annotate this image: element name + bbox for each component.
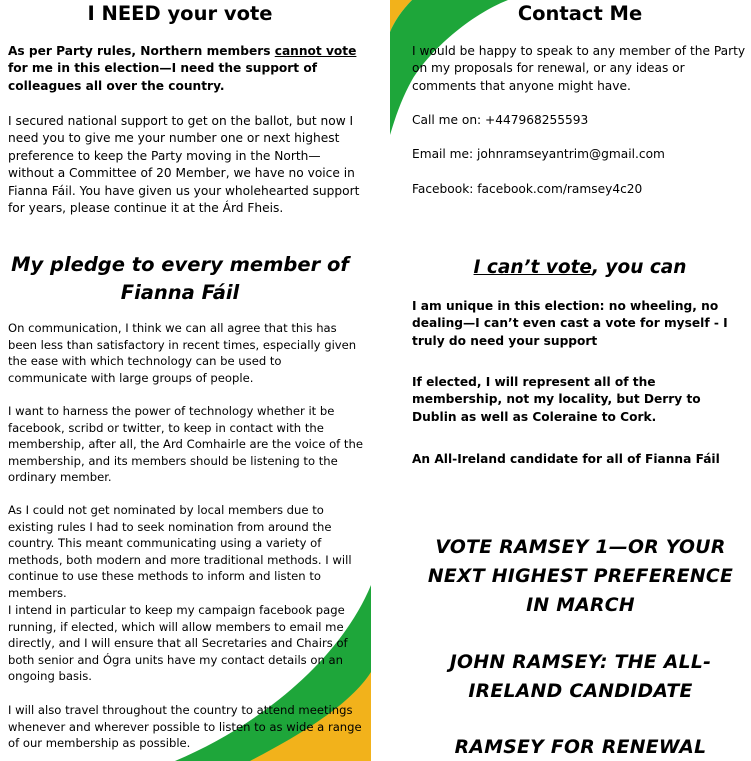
cant-vote-heading-rest: , you can xyxy=(591,257,687,278)
vote-para-1-start: As per Party rules, Northern members xyxy=(8,44,275,58)
contact-phone: Call me on: +447968255593 xyxy=(412,113,589,127)
vote-para-2: I secured national support to get on the ballot, but now I need you to give me your number one or next highest preference to keep the Party moving in the North—without a Committee of 20 Member, we have no voice in Fianna Fáil. You have given us your wholehearted support for years, please continue it at the Árd Fheis. xyxy=(8,114,360,216)
pledge-para-4: I intend in particular to keep my campaign facebook page running, if elected, which will allow members to email me directly, and I will ensure that all Secretaries and Chairs of both senior and Ógra units have my contact details on an ongoing basis. xyxy=(8,603,348,684)
contact-heading: Contact Me xyxy=(517,2,643,25)
pledge-para-3: As I could not get nominated by local members due to existing rules I had to seek nomination from around the country. This meant communicating using a variety of methods, both modern and more traditional methods. I will continue to use these methods to inform and listen to members. xyxy=(8,503,352,600)
pledge-para-5: I will also travel throughout the country to attend meetings whenever and wherever possible to listen to as wide a range of our membership as possible. xyxy=(8,703,362,751)
left-panel xyxy=(0,0,371,761)
slogan-renewal: RAMSEY FOR RENEWAL xyxy=(454,737,707,758)
slogan-vote-ramsey: VOTE RAMSEY 1—OR YOUR NEXT HIGHEST PREFERENCE IN MARCH xyxy=(427,537,734,616)
cant-vote-para-2: If elected, I will represent all of the membership, not my locality, but Derry to Dublin as well as Coleraine to Cork. xyxy=(412,375,701,424)
vote-para-1 xyxy=(8,43,364,95)
contact-facebook: Facebook: facebook.com/ramsey4c20 xyxy=(412,182,643,196)
vote-para-1-underlined: cannot vote xyxy=(274,44,357,58)
center-fold xyxy=(371,0,390,761)
pledge-heading-line2: Fianna Fáil xyxy=(120,281,240,304)
pledge-heading-line1: My pledge to every member of xyxy=(11,253,349,276)
slogan-all-ireland: JOHN RAMSEY: THE ALL-IRELAND CANDIDATE xyxy=(449,652,712,702)
cant-vote-heading xyxy=(410,255,750,281)
contact-intro: I would be happy to speak to any member of the Party on my proposals for renewal, or any ideas or comments that anyone might have. xyxy=(412,44,746,93)
cant-vote-para-3: An All-Ireland candidate for all of Fianna Fáil xyxy=(412,452,720,466)
contact-email: Email me: johnramseyantrim@gmail.com xyxy=(412,147,665,161)
vote-para-1-end: for me in this election—I need the support of colleagues all over the country. xyxy=(8,61,318,93)
pledge-para-2: I want to harness the power of technology whether it be facebook, scribd or twitter, to keep in contact with the membership, after all, the Ard Comhairle are the voice of the membership, and its members should be listening to the ordinary member. xyxy=(8,404,363,485)
pledge-heading xyxy=(0,251,360,307)
pledge-para-1: On communication, I think we can all agree that this has been less than satisfactory in recent times, especially given the ease with which technology can be used to communicate with large groups of people. xyxy=(8,321,357,385)
cant-vote-para-1: I am unique in this election: no wheeling, no dealing—I can’t even cast a vote for myself - I truly do need your support xyxy=(412,299,728,348)
vote-heading: I NEED your vote xyxy=(87,2,273,25)
cant-vote-heading-underlined: I can’t vote xyxy=(473,257,592,278)
right-panel xyxy=(390,0,751,761)
